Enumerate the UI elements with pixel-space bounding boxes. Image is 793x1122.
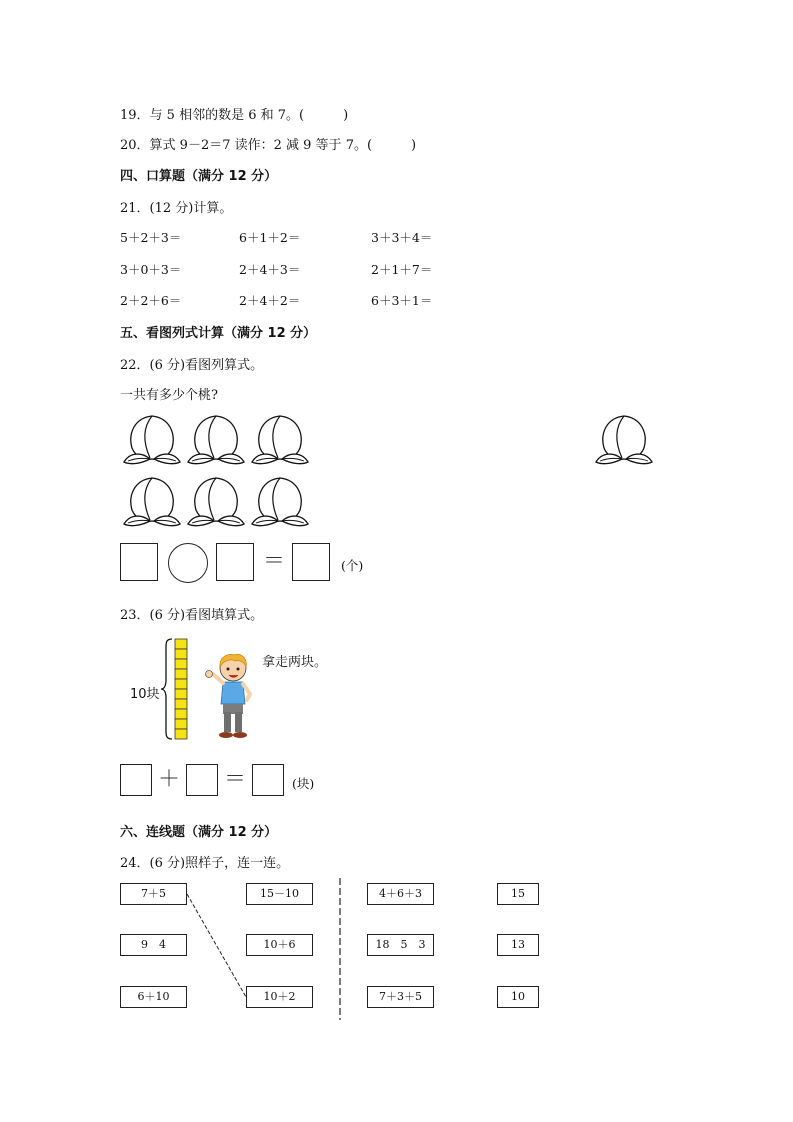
peach-icon xyxy=(120,412,184,468)
section-4-heading: 四、口算题（满分 12 分） xyxy=(120,169,278,184)
unit-label: (块) xyxy=(292,776,315,791)
match-box[interactable]: 10 xyxy=(497,986,539,1008)
brace-icon xyxy=(160,638,174,740)
question-19: 19．与 5 相邻的数是 6 和 7。( ) xyxy=(120,108,349,123)
block-unit xyxy=(175,729,187,739)
equals-sign: ＝ xyxy=(224,767,247,792)
speech-text: 拿走两块。 xyxy=(262,655,328,670)
plus-sign: ＋ xyxy=(158,767,181,792)
calc-expression: 2＋4＋3＝ xyxy=(239,262,301,277)
answer-box[interactable] xyxy=(120,543,158,581)
peach-icon xyxy=(248,474,312,530)
operator-circle[interactable] xyxy=(168,543,208,583)
block-unit xyxy=(175,699,187,709)
match-box[interactable]: 15 xyxy=(497,883,539,905)
block-unit xyxy=(175,679,187,689)
calc-expression: 3＋0＋3＝ xyxy=(120,262,182,277)
calc-expression: 5＋2＋3＝ xyxy=(120,230,182,245)
block-unit xyxy=(175,719,187,729)
block-unit xyxy=(175,639,187,649)
block-unit xyxy=(175,709,187,719)
match-box[interactable]: 7＋5 xyxy=(120,883,187,905)
answer-box[interactable] xyxy=(186,764,218,796)
calc-expression: 6＋3＋1＝ xyxy=(371,293,433,308)
question-22: 22．(6 分)看图列算式。 xyxy=(120,358,264,373)
peach-icon xyxy=(120,474,184,530)
section-6-heading: 六、连线题（满分 12 分） xyxy=(120,825,278,840)
question-23: 23．(6 分)看图填算式。 xyxy=(120,608,264,623)
block-unit xyxy=(175,649,187,659)
peach-icon xyxy=(248,412,312,468)
block-unit xyxy=(175,659,187,669)
match-box[interactable]: 4＋6＋3 xyxy=(367,883,434,905)
blocks-count-label: 10块 xyxy=(130,687,160,702)
calc-expression: 6＋1＋2＝ xyxy=(239,230,301,245)
example-connector-line xyxy=(186,893,248,999)
calc-expression: 2＋2＋6＝ xyxy=(120,293,182,308)
block-unit xyxy=(175,669,187,679)
match-box[interactable]: 7＋3＋5 xyxy=(367,986,434,1008)
question-22-prompt: 一共有多少个桃? xyxy=(120,388,218,403)
match-box[interactable]: 13 xyxy=(497,934,539,956)
question-21: 21．(12 分)计算。 xyxy=(120,201,233,216)
equals-sign: ＝ xyxy=(263,549,286,574)
block-unit xyxy=(175,689,187,699)
match-box[interactable]: 6＋10 xyxy=(120,986,187,1008)
answer-box[interactable] xyxy=(120,764,152,796)
unit-label: (个) xyxy=(341,558,364,573)
peach-icon xyxy=(592,412,656,468)
answer-box[interactable] xyxy=(292,543,330,581)
question-20: 20．算式 9－2＝7 读作：2 减 9 等于 7。( ) xyxy=(120,138,417,153)
section-5-heading: 五、看图列式计算（满分 12 分） xyxy=(120,326,317,341)
peach-icon xyxy=(184,474,248,530)
answer-box[interactable] xyxy=(252,764,284,796)
calc-expression: 2＋1＋7＝ xyxy=(371,262,433,277)
ten-blocks-tower xyxy=(174,638,188,740)
calc-expression: 2＋4＋2＝ xyxy=(239,293,301,308)
match-box[interactable]: 10＋6 xyxy=(246,934,313,956)
answer-box[interactable] xyxy=(216,543,254,581)
match-box[interactable]: 9 4 xyxy=(120,934,187,956)
divider-line xyxy=(338,878,342,1020)
match-box[interactable]: 10＋2 xyxy=(246,986,313,1008)
peach-icon xyxy=(184,412,248,468)
match-box[interactable]: 18 5 3 xyxy=(367,934,434,956)
question-24: 24．(6 分)照样子，连一连。 xyxy=(120,856,290,871)
boy-icon xyxy=(203,652,257,740)
calc-expression: 3＋3＋4＝ xyxy=(371,230,433,245)
match-box[interactable]: 15－10 xyxy=(246,883,313,905)
